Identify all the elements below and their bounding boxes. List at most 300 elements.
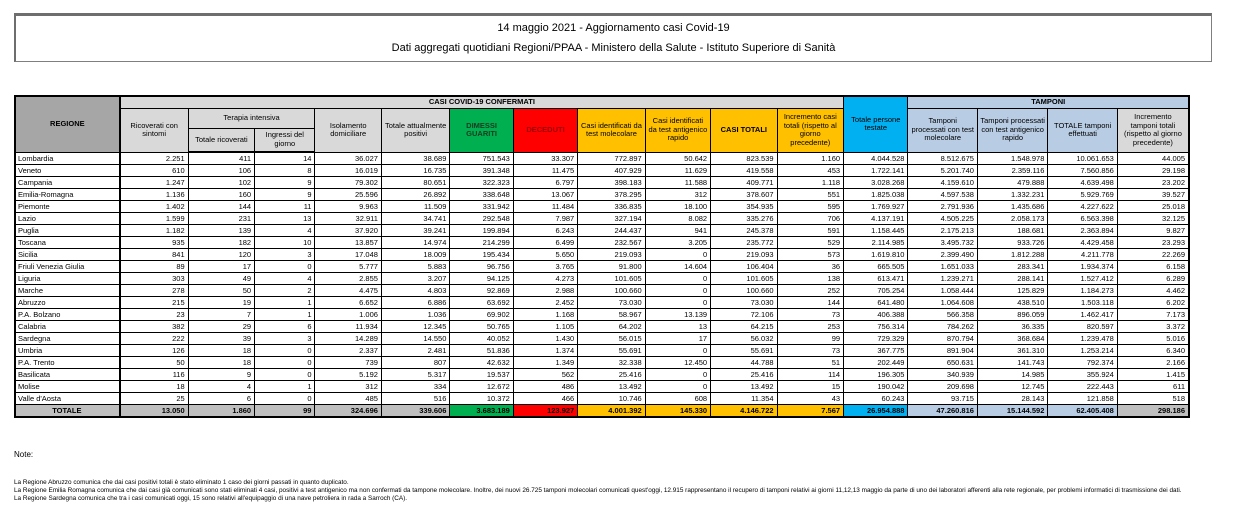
cell-ti-ingressi: 1 (255, 309, 315, 321)
cell-tamponi-totale: 1.527.412 (1048, 273, 1117, 285)
region-name: Sardegna (15, 333, 120, 345)
cell-casi-molecolare: 10.746 (578, 393, 645, 405)
cell-casi-antigenico: 0 (645, 249, 710, 261)
cell-tamponi-antigenico: 1.332.231 (977, 189, 1047, 201)
cell-incremento-tamponi: 44.005 (1117, 152, 1189, 165)
cell-persone-testate: 1.158.445 (844, 225, 908, 237)
cell-casi-antigenico: 0 (645, 381, 710, 393)
cell-positivi: 16.735 (381, 165, 449, 177)
region-name: Abruzzo (15, 297, 120, 309)
cell-ricoverati: 303 (120, 273, 188, 285)
col-header-deceduti: DECEDUTI (513, 108, 577, 152)
cell-dimessi: 322.323 (450, 177, 513, 189)
col-header-casi-molecolare: Casi identificati da test molecolare (578, 108, 645, 152)
col-header-incremento-tamponi: Incremento tamponi totali (rispetto al giorno precedente) (1117, 108, 1189, 152)
table-row (15, 213, 1189, 225)
cell-deceduti: 486 (513, 381, 577, 393)
cell-incremento-casi: 51 (777, 357, 844, 369)
cell-tamponi-molecolare: 650.631 (908, 357, 977, 369)
cell-tamponi-totale: 7.560.856 (1048, 165, 1117, 177)
cell-positivi: 12.345 (381, 321, 449, 333)
table-row (15, 309, 1189, 321)
cell-tamponi-totale: 820.597 (1048, 321, 1117, 333)
total-positivi: 339.606 (381, 405, 449, 418)
cell-casi-totali: 101.605 (711, 273, 777, 285)
cell-positivi: 39.241 (381, 225, 449, 237)
cell-deceduti: 6.243 (513, 225, 577, 237)
region-name: Veneto (15, 165, 120, 177)
cell-dimessi: 42.632 (450, 357, 513, 369)
region-name: Lazio (15, 213, 120, 225)
cell-persone-testate: 3.028.268 (844, 177, 908, 189)
cell-incremento-tamponi: 32.125 (1117, 213, 1189, 225)
cell-persone-testate: 2.114.985 (844, 237, 908, 249)
total-casi-antigenico: 145.330 (645, 405, 710, 418)
cell-casi-molecolare: 73.030 (578, 297, 645, 309)
cell-persone-testate: 202.449 (844, 357, 908, 369)
cell-ti-ingressi: 8 (255, 165, 315, 177)
cell-casi-totali: 823.539 (711, 152, 777, 165)
cell-isolamento: 37.920 (315, 225, 381, 237)
cell-casi-totali: 235.772 (711, 237, 777, 249)
col-header-dimessi-guariti: DIMESSI GUARITI (450, 108, 513, 152)
cell-tamponi-antigenico: 1.812.288 (977, 249, 1047, 261)
cell-ti-totale: 144 (188, 201, 254, 213)
note-sardegna: La Regione Sardegna comunica che tra i casi comunicati oggi, 15 sono relativi all'equipaggio di una nave petroliera in rada a Sarroch (CA). (14, 495, 408, 502)
cell-tamponi-molecolare: 3.495.732 (908, 237, 977, 249)
table-row (15, 152, 1189, 165)
table-row (15, 333, 1189, 345)
region-name: P.A. Trento (15, 357, 120, 369)
cell-incremento-casi: 706 (777, 213, 844, 225)
cell-persone-testate: 190.042 (844, 381, 908, 393)
cell-ti-ingressi: 4 (255, 273, 315, 285)
notes-section (14, 450, 1230, 503)
cell-positivi: 5.883 (381, 261, 449, 273)
cell-tamponi-totale: 10.061.653 (1048, 152, 1117, 165)
cell-tamponi-antigenico: 479.888 (977, 177, 1047, 189)
cell-incremento-tamponi: 7.173 (1117, 309, 1189, 321)
cell-casi-molecolare: 378.295 (578, 189, 645, 201)
cell-persone-testate: 729.329 (844, 333, 908, 345)
cell-ti-ingressi: 9 (255, 177, 315, 189)
table-row (15, 237, 1189, 249)
cell-casi-antigenico: 11.629 (645, 165, 710, 177)
cell-ti-totale: 39 (188, 333, 254, 345)
cell-casi-antigenico: 50.642 (645, 152, 710, 165)
region-name: Marche (15, 285, 120, 297)
notes-title: Note: (14, 450, 34, 459)
cell-isolamento: 16.019 (315, 165, 381, 177)
cell-casi-totali: 44.788 (711, 357, 777, 369)
cell-deceduti: 33.307 (513, 152, 577, 165)
total-row (15, 405, 1189, 418)
cell-tamponi-molecolare: 4.159.610 (908, 177, 977, 189)
cell-tamponi-totale: 792.374 (1048, 357, 1117, 369)
cell-tamponi-totale: 1.239.478 (1048, 333, 1117, 345)
cell-positivi: 14.550 (381, 333, 449, 345)
cell-tamponi-antigenico: 283.341 (977, 261, 1047, 273)
total-tamponi-antigenico: 15.144.592 (977, 405, 1047, 418)
cell-casi-antigenico: 0 (645, 369, 710, 381)
cell-ti-ingressi: 2 (255, 285, 315, 297)
cell-positivi: 2.481 (381, 345, 449, 357)
cell-tamponi-totale: 121.858 (1048, 393, 1117, 405)
region-name: Sicilia (15, 249, 120, 261)
cell-incremento-casi: 114 (777, 369, 844, 381)
cell-dimessi: 10.372 (450, 393, 513, 405)
cell-ricoverati: 610 (120, 165, 188, 177)
note-emilia-romagna: La Regione Emilia Romagna comunica che dai casi già comunicati sono stati eliminati 4 casi, positivi a test antigenico ma non confermati da tampone molecolare. Inoltre, dei nuovi 26.725 tamponi molecolari comunicati quest'oggi, 12.915 rappresentano il recupero di tamponi relativi ai giorni 11,12,13 maggio da parte di uno dei laboratori afferenti alla rete regionale, per problemi informatici di trasmissione dei dati. (14, 487, 1182, 494)
cell-incremento-tamponi: 1.415 (1117, 369, 1189, 381)
cell-incremento-casi: 573 (777, 249, 844, 261)
cell-tamponi-totale: 1.253.214 (1048, 345, 1117, 357)
cell-incremento-casi: 551 (777, 189, 844, 201)
cell-tamponi-antigenico: 14.985 (977, 369, 1047, 381)
cell-tamponi-totale: 222.443 (1048, 381, 1117, 393)
cell-ricoverati: 126 (120, 345, 188, 357)
cell-incremento-tamponi: 6.202 (1117, 297, 1189, 309)
total-label: TOTALE (15, 405, 120, 418)
cell-deceduti: 13.067 (513, 189, 577, 201)
cell-tamponi-totale: 4.211.778 (1048, 249, 1117, 261)
cell-casi-molecolare: 55.691 (578, 345, 645, 357)
cell-tamponi-molecolare: 340.939 (908, 369, 977, 381)
cell-dimessi: 96.756 (450, 261, 513, 273)
cell-isolamento: 2.337 (315, 345, 381, 357)
cell-casi-antigenico: 0 (645, 273, 710, 285)
cell-ti-totale: 49 (188, 273, 254, 285)
cell-incremento-casi: 595 (777, 201, 844, 213)
cell-ti-ingressi: 4 (255, 225, 315, 237)
cell-isolamento: 14.289 (315, 333, 381, 345)
table-row (15, 189, 1189, 201)
cell-isolamento: 4.475 (315, 285, 381, 297)
cell-persone-testate: 1.825.038 (844, 189, 908, 201)
cell-incremento-tamponi: 6.289 (1117, 273, 1189, 285)
region-name: Toscana (15, 237, 120, 249)
cell-isolamento: 32.911 (315, 213, 381, 225)
col-header-ti-totale: Totale ricoverati (188, 128, 254, 152)
cell-ricoverati: 1.402 (120, 201, 188, 213)
col-header-casi-totali: CASI TOTALI (711, 108, 777, 152)
cell-casi-totali: 245.378 (711, 225, 777, 237)
cell-incremento-casi: 73 (777, 309, 844, 321)
cell-casi-molecolare: 91.800 (578, 261, 645, 273)
col-header-tamponi-totale: TOTALE tamponi effettuati (1048, 108, 1117, 152)
cell-casi-totali: 55.691 (711, 345, 777, 357)
cell-deceduti: 11.484 (513, 201, 577, 213)
cell-tamponi-molecolare: 4.597.538 (908, 189, 977, 201)
cell-positivi: 26.892 (381, 189, 449, 201)
total-persone-testate: 26.954.888 (844, 405, 908, 418)
cell-incremento-casi: 591 (777, 225, 844, 237)
cell-tamponi-antigenico: 288.141 (977, 273, 1047, 285)
cell-casi-totali: 73.030 (711, 297, 777, 309)
cell-dimessi: 50.765 (450, 321, 513, 333)
cell-casi-antigenico: 17 (645, 333, 710, 345)
col-header-tamponi-molecolare: Tamponi processati con test molecolare (908, 108, 977, 152)
cell-incremento-casi: 253 (777, 321, 844, 333)
cell-tamponi-molecolare: 2.399.490 (908, 249, 977, 261)
cell-casi-totali: 13.492 (711, 381, 777, 393)
total-deceduti: 123.927 (513, 405, 577, 418)
cell-dimessi: 12.672 (450, 381, 513, 393)
header-group-row (15, 96, 1189, 108)
cell-casi-molecolare: 336.835 (578, 201, 645, 213)
region-name: Molise (15, 381, 120, 393)
table-row (15, 393, 1189, 405)
cell-positivi: 334 (381, 381, 449, 393)
cell-ricoverati: 2.251 (120, 152, 188, 165)
note-abruzzo: La Regione Abruzzo comunica che dai casi positivi totali è stato eliminato 1 caso dei giorni passati in quanto duplicato. (14, 479, 349, 486)
cell-ricoverati: 89 (120, 261, 188, 273)
cell-casi-totali: 11.354 (711, 393, 777, 405)
col-header-persone-testate: Totale persone testate (844, 96, 908, 152)
cell-ti-totale: 411 (188, 152, 254, 165)
cell-deceduti: 466 (513, 393, 577, 405)
table-row (15, 249, 1189, 261)
cell-dimessi: 69.902 (450, 309, 513, 321)
cell-isolamento: 1.006 (315, 309, 381, 321)
cell-tamponi-totale: 4.227.622 (1048, 201, 1117, 213)
cell-tamponi-totale: 5.929.769 (1048, 189, 1117, 201)
table-row (15, 381, 1189, 393)
cell-ricoverati: 215 (120, 297, 188, 309)
cell-persone-testate: 60.243 (844, 393, 908, 405)
cell-casi-totali: 335.276 (711, 213, 777, 225)
col-header-ricoverati: Ricoverati con sintomi (120, 108, 188, 152)
cell-ricoverati: 278 (120, 285, 188, 297)
cell-persone-testate: 196.305 (844, 369, 908, 381)
cell-isolamento: 17.048 (315, 249, 381, 261)
cell-casi-totali: 354.935 (711, 201, 777, 213)
cell-tamponi-molecolare: 1.239.271 (908, 273, 977, 285)
cell-ti-ingressi: 13 (255, 213, 315, 225)
cell-ti-totale: 18 (188, 357, 254, 369)
cell-incremento-casi: 529 (777, 237, 844, 249)
covid-data-table (14, 95, 1190, 418)
cell-tamponi-antigenico: 368.684 (977, 333, 1047, 345)
cell-casi-molecolare: 58.967 (578, 309, 645, 321)
cell-tamponi-molecolare: 566.358 (908, 309, 977, 321)
group-header-casi-confermati: CASI COVID-19 CONFERMATI (120, 96, 844, 108)
cell-incremento-tamponi: 611 (1117, 381, 1189, 393)
cell-casi-antigenico: 0 (645, 297, 710, 309)
col-header-casi-antigenico: Casi identificati da test antigenico rapido (645, 108, 710, 152)
cell-positivi: 38.689 (381, 152, 449, 165)
cell-casi-antigenico: 3.205 (645, 237, 710, 249)
cell-tamponi-molecolare: 1.064.608 (908, 297, 977, 309)
cell-ti-totale: 50 (188, 285, 254, 297)
cell-casi-molecolare: 219.093 (578, 249, 645, 261)
cell-ricoverati: 841 (120, 249, 188, 261)
cell-casi-antigenico: 11.588 (645, 177, 710, 189)
cell-tamponi-molecolare: 93.715 (908, 393, 977, 405)
cell-tamponi-molecolare: 1.058.444 (908, 285, 977, 297)
cell-ti-ingressi: 3 (255, 333, 315, 345)
cell-isolamento: 5.777 (315, 261, 381, 273)
region-name: Emilia-Romagna (15, 189, 120, 201)
cell-tamponi-totale: 355.924 (1048, 369, 1117, 381)
cell-ti-totale: 17 (188, 261, 254, 273)
cell-deceduti: 6.499 (513, 237, 577, 249)
cell-incremento-casi: 144 (777, 297, 844, 309)
cell-tamponi-molecolare: 4.505.225 (908, 213, 977, 225)
col-header-ti-ingressi: Ingressi del giorno (255, 128, 315, 152)
cell-positivi: 6.886 (381, 297, 449, 309)
cell-tamponi-totale: 1.184.273 (1048, 285, 1117, 297)
cell-tamponi-molecolare: 870.794 (908, 333, 977, 345)
cell-dimessi: 331.942 (450, 201, 513, 213)
cell-incremento-tamponi: 3.372 (1117, 321, 1189, 333)
total-isolamento: 324.696 (315, 405, 381, 418)
report-title-line2: Dati aggregati quotidiani Regioni/PPAA - Ministero della Salute - Istituto Superiore di Sanità (391, 42, 836, 54)
group-header-tamponi: TAMPONI (908, 96, 1189, 108)
cell-ti-totale: 231 (188, 213, 254, 225)
cell-incremento-casi: 36 (777, 261, 844, 273)
cell-isolamento: 5.192 (315, 369, 381, 381)
cell-isolamento: 25.596 (315, 189, 381, 201)
table-body (15, 152, 1189, 405)
cell-isolamento: 739 (315, 357, 381, 369)
region-name: Calabria (15, 321, 120, 333)
cell-casi-antigenico: 0 (645, 285, 710, 297)
cell-casi-molecolare: 13.492 (578, 381, 645, 393)
region-name: Campania (15, 177, 120, 189)
cell-dimessi: 195.434 (450, 249, 513, 261)
cell-ti-ingressi: 0 (255, 357, 315, 369)
cell-isolamento: 2.855 (315, 273, 381, 285)
table-row (15, 273, 1189, 285)
cell-deceduti: 1.349 (513, 357, 577, 369)
cell-casi-totali: 64.215 (711, 321, 777, 333)
cell-deceduti: 1.105 (513, 321, 577, 333)
cell-tamponi-antigenico: 438.510 (977, 297, 1047, 309)
cell-ti-totale: 139 (188, 225, 254, 237)
cell-ti-ingressi: 0 (255, 369, 315, 381)
cell-casi-antigenico: 14.604 (645, 261, 710, 273)
cell-deceduti: 5.650 (513, 249, 577, 261)
cell-casi-antigenico: 0 (645, 345, 710, 357)
cell-dimessi: 51.836 (450, 345, 513, 357)
cell-casi-totali: 219.093 (711, 249, 777, 261)
cell-positivi: 34.741 (381, 213, 449, 225)
cell-casi-totali: 409.771 (711, 177, 777, 189)
cell-ti-totale: 160 (188, 189, 254, 201)
cell-incremento-tamponi: 23.293 (1117, 237, 1189, 249)
cell-isolamento: 312 (315, 381, 381, 393)
cell-incremento-tamponi: 39.527 (1117, 189, 1189, 201)
cell-casi-antigenico: 18.100 (645, 201, 710, 213)
cell-tamponi-totale: 4.429.458 (1048, 237, 1117, 249)
cell-persone-testate: 4.137.191 (844, 213, 908, 225)
region-name: Lombardia (15, 152, 120, 165)
region-name: Friuli Venezia Giulia (15, 261, 120, 273)
cell-ti-ingressi: 0 (255, 345, 315, 357)
total-tamponi-molecolare: 47.260.816 (908, 405, 977, 418)
cell-tamponi-antigenico: 1.548.978 (977, 152, 1047, 165)
cell-ricoverati: 50 (120, 357, 188, 369)
header-sub-row (15, 108, 1189, 128)
cell-positivi: 80.651 (381, 177, 449, 189)
cell-tamponi-antigenico: 141.743 (977, 357, 1047, 369)
cell-positivi: 1.036 (381, 309, 449, 321)
cell-dimessi: 338.648 (450, 189, 513, 201)
total-incremento-tamponi: 298.186 (1117, 405, 1189, 418)
table-row (15, 285, 1189, 297)
cell-casi-totali: 419.558 (711, 165, 777, 177)
cell-incremento-tamponi: 4.462 (1117, 285, 1189, 297)
cell-deceduti: 1.430 (513, 333, 577, 345)
cell-ricoverati: 222 (120, 333, 188, 345)
cell-ricoverati: 18 (120, 381, 188, 393)
cell-deceduti: 1.168 (513, 309, 577, 321)
cell-casi-totali: 72.106 (711, 309, 777, 321)
cell-persone-testate: 705.254 (844, 285, 908, 297)
cell-incremento-casi: 43 (777, 393, 844, 405)
cell-tamponi-antigenico: 125.829 (977, 285, 1047, 297)
cell-casi-molecolare: 398.183 (578, 177, 645, 189)
cell-casi-molecolare: 64.202 (578, 321, 645, 333)
cell-deceduti: 6.797 (513, 177, 577, 189)
cell-incremento-casi: 138 (777, 273, 844, 285)
cell-positivi: 4.803 (381, 285, 449, 297)
cell-persone-testate: 1.769.927 (844, 201, 908, 213)
cell-incremento-tamponi: 25.018 (1117, 201, 1189, 213)
cell-dimessi: 199.894 (450, 225, 513, 237)
cell-tamponi-totale: 1.503.118 (1048, 297, 1117, 309)
cell-tamponi-antigenico: 188.681 (977, 225, 1047, 237)
cell-incremento-casi: 252 (777, 285, 844, 297)
cell-ricoverati: 1.247 (120, 177, 188, 189)
cell-dimessi: 92.869 (450, 285, 513, 297)
cell-incremento-casi: 73 (777, 345, 844, 357)
cell-ti-totale: 29 (188, 321, 254, 333)
region-name: P.A. Bolzano (15, 309, 120, 321)
cell-positivi: 807 (381, 357, 449, 369)
total-ti-ingressi: 99 (255, 405, 315, 418)
cell-ti-totale: 19 (188, 297, 254, 309)
total-ti-totale: 1.860 (188, 405, 254, 418)
cell-incremento-casi: 1.118 (777, 177, 844, 189)
cell-dimessi: 214.299 (450, 237, 513, 249)
cell-casi-totali: 56.032 (711, 333, 777, 345)
cell-tamponi-antigenico: 28.143 (977, 393, 1047, 405)
cell-persone-testate: 367.775 (844, 345, 908, 357)
cell-tamponi-molecolare: 5.201.740 (908, 165, 977, 177)
cell-tamponi-totale: 2.363.894 (1048, 225, 1117, 237)
cell-casi-antigenico: 13 (645, 321, 710, 333)
cell-incremento-casi: 453 (777, 165, 844, 177)
cell-tamponi-molecolare: 2.175.213 (908, 225, 977, 237)
cell-incremento-tamponi: 22.269 (1117, 249, 1189, 261)
cell-isolamento: 6.652 (315, 297, 381, 309)
table-row (15, 177, 1189, 189)
cell-tamponi-totale: 4.639.498 (1048, 177, 1117, 189)
cell-ti-totale: 9 (188, 369, 254, 381)
cell-deceduti: 7.987 (513, 213, 577, 225)
cell-ti-ingressi: 0 (255, 261, 315, 273)
table-row (15, 225, 1189, 237)
cell-ti-ingressi: 0 (255, 393, 315, 405)
table-row (15, 261, 1189, 273)
cell-tamponi-totale: 1.462.417 (1048, 309, 1117, 321)
cell-tamponi-molecolare: 1.651.033 (908, 261, 977, 273)
cell-ti-ingressi: 3 (255, 249, 315, 261)
cell-dimessi: 94.125 (450, 273, 513, 285)
cell-casi-molecolare: 56.015 (578, 333, 645, 345)
